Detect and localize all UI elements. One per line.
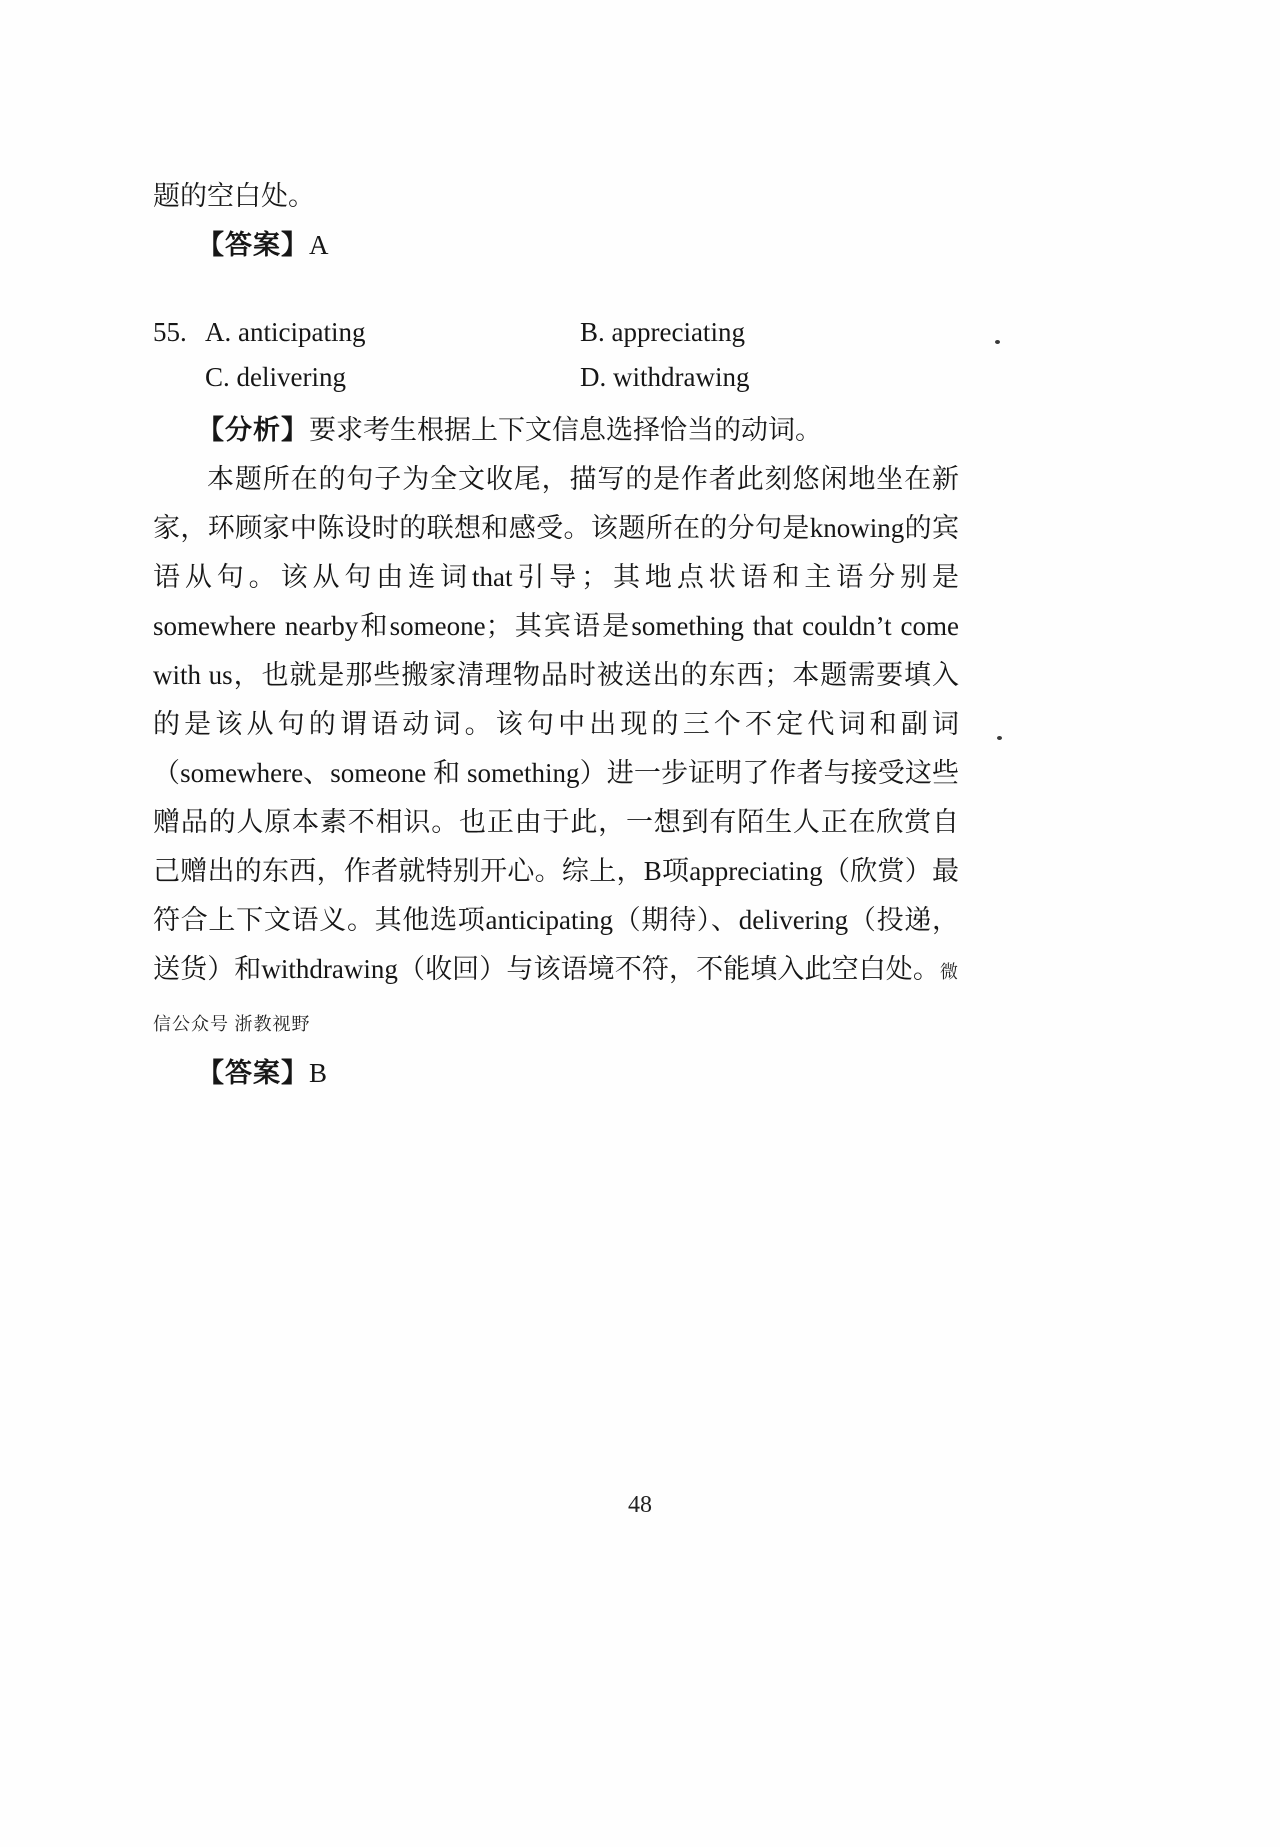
- scan-artifact-dot: [995, 340, 1000, 344]
- question-number: 55.: [153, 317, 187, 347]
- page-content: [153, 172, 959, 1098]
- analysis-paragraph-text: 本题所在的句子为全文收尾，描写的是作者此刻悠闲地坐在新家，环顾家中陈设时的联想和感受。该题所在的分句是knowing的宾语从句。该从句由连词that引导；其地点状语和主语分别是somewhere nearby和someone；其宾语是something that couldn’t come with us，也就是那些搬家清理物品时被送出的东西；本题需要填入的是该从句的谓语动词。该句中出现的三个不定代词和副词（somewhere、someone 和 something）进一步证明了作者与接受这些赠品的人原本素不相识。也正由于此，一想到有陌生人正在欣赏自己赠出的东西，作者就特别开心。综上，B项appreciating（欣赏）最符合上下文语义。其他选项anticipating（期待）、delivering（投递，送货）和withdrawing（收回）与该语境不符，不能填入此空白处。: [153, 464, 959, 984]
- analysis-line: [153, 406, 959, 455]
- options-row-2: [153, 355, 959, 400]
- scan-artifact-dot: [997, 736, 1002, 740]
- option-c: C. delivering: [205, 362, 346, 392]
- answer-label: 【答案】: [197, 230, 309, 260]
- analysis-label: 【分析】: [197, 415, 309, 445]
- option-b: B. appreciating: [580, 317, 745, 347]
- wechat-watermark: 微信公众号 浙教视野: [153, 962, 959, 1034]
- option-a: A. anticipating: [205, 317, 366, 347]
- answer-line-first: [153, 221, 959, 270]
- analysis-intro: 要求考生根据上下文信息选择恰当的动词。: [309, 415, 822, 445]
- page-number: 48: [628, 1492, 652, 1518]
- analysis-paragraph: [153, 455, 959, 1049]
- options-row-1: [153, 310, 959, 355]
- question-number-spacer: [153, 355, 205, 400]
- option-d: D. withdrawing: [580, 362, 750, 392]
- continuation-text: [153, 172, 959, 221]
- question-options: [153, 310, 959, 400]
- answer-label: 【答案】: [197, 1058, 309, 1088]
- answer-value: A: [309, 230, 329, 260]
- answer-line-second: [153, 1049, 959, 1098]
- answer-value: B: [309, 1058, 328, 1088]
- continuation-text-span: 题的空白处。: [153, 181, 315, 211]
